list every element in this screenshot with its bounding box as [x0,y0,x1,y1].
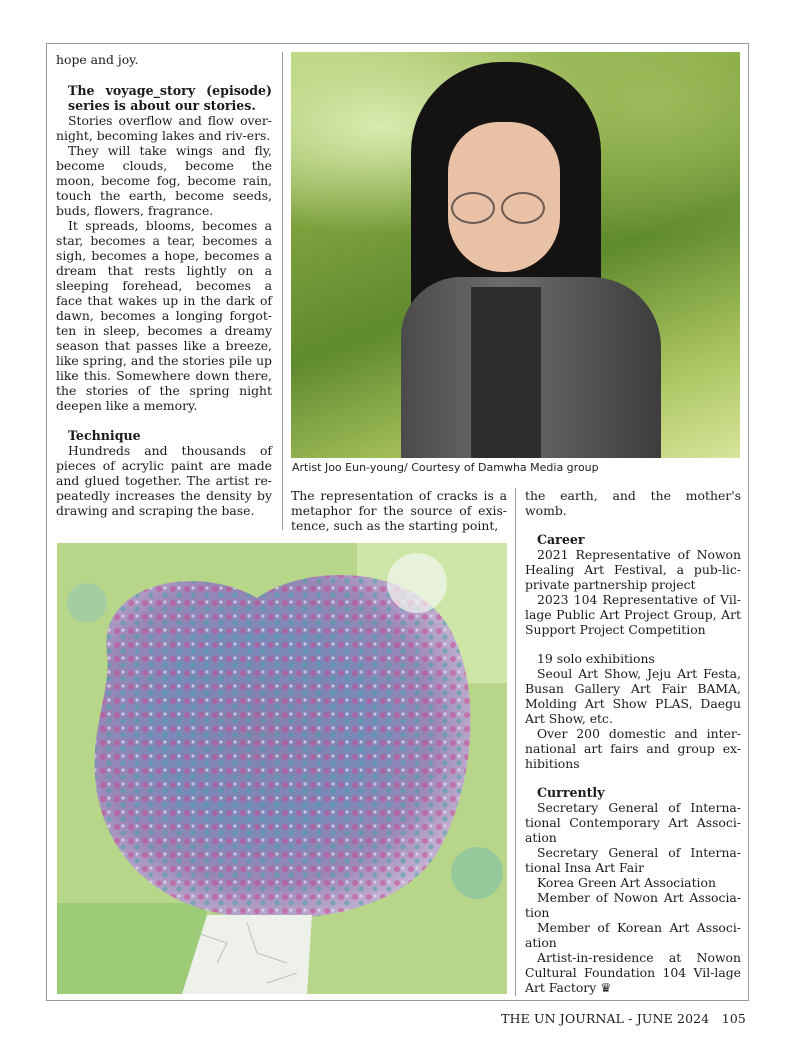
section-heading: Career [537,532,585,547]
section-heading: Currently [537,785,605,800]
paragraph: the earth, and the mother's womb. [525,488,741,518]
photo-caption: Artist Joo Eun-young/ Courtesy of Damwha Media group [292,461,599,474]
exhibition-item: 19 solo exhibitions [537,651,655,666]
career-item: 2021 Representative of Nowon Healing Art Festival, a pub-lic-private partnership project [525,547,741,592]
artist-photo [291,52,740,458]
paragraph: They will take wings and fly, become clouds, become the moon, become fog, become rain, touch the earth, become seeds, buds, flowers, fragrance. [56,143,272,218]
paragraph: It spreads, blooms, becomes a star, becomes a tear, becomes a sigh, becomes a hope, becomes a dream that rests lightly on a sleeping forehead, becomes a face that wakes up in the dark of dawn, becomes a longing forgot-ten in sleep, becomes a dreamy season that passes like a breeze, like spring, and the stories pile up like this. Somewhere down there, the stories of the spring night deepen like a memory. [56,218,272,413]
column-divider [515,488,516,996]
career-item: 2023 104 Representative of Vil-lage Public Art Project Group, Art Support Project Competition [525,592,741,637]
middle-column [291,488,507,533]
paragraph: hope and joy. [56,52,139,67]
column-divider [282,52,283,530]
currently-item: Member of Korean Art Associ-ation [525,920,741,950]
section-heading: Technique [68,428,141,443]
paragraph: The representation of cracks is a metaphor for the source of exis-tence, such as the starting point, [291,488,507,533]
currently-item-text: Artist-in-residence at Nowon Cultural Foundation 104 Vil-lage Art Factory [525,950,741,995]
paragraph: Hundreds and thousands of pieces of acrylic paint are made and glued together. The artist re-peatedly increases the density by drawing and scraping the base. [56,443,272,518]
paragraph: Stories overflow and flow over-night, becoming lakes and riv-ers. [56,113,272,143]
end-mark-icon: ♛ [600,980,612,995]
right-column [525,488,741,995]
currently-item [525,950,741,995]
page-footer: THE UN JOURNAL - JUNE 2024 105 [501,1011,746,1026]
section-heading: The voyage_story (episode) series is about our stories. [68,83,272,113]
currently-item: Korea Green Art Association [537,875,716,890]
currently-item: Member of Nowon Art Associa-tion [525,890,741,920]
currently-item: Secretary General of Interna-tional Insa Art Fair [525,845,741,875]
exhibition-item: Seoul Art Show, Jeju Art Festa, Busan Gallery Art Fair BAMA, Molding Art Show PLAS, Daegu Art Show, etc. [525,666,741,726]
currently-item: Secretary General of Interna-tional Contemporary Art Associ-ation [525,800,741,845]
exhibition-item: Over 200 domestic and inter-national art fairs and group ex-hibitions [525,726,741,771]
artwork-painting [57,543,507,994]
left-column [56,52,272,518]
